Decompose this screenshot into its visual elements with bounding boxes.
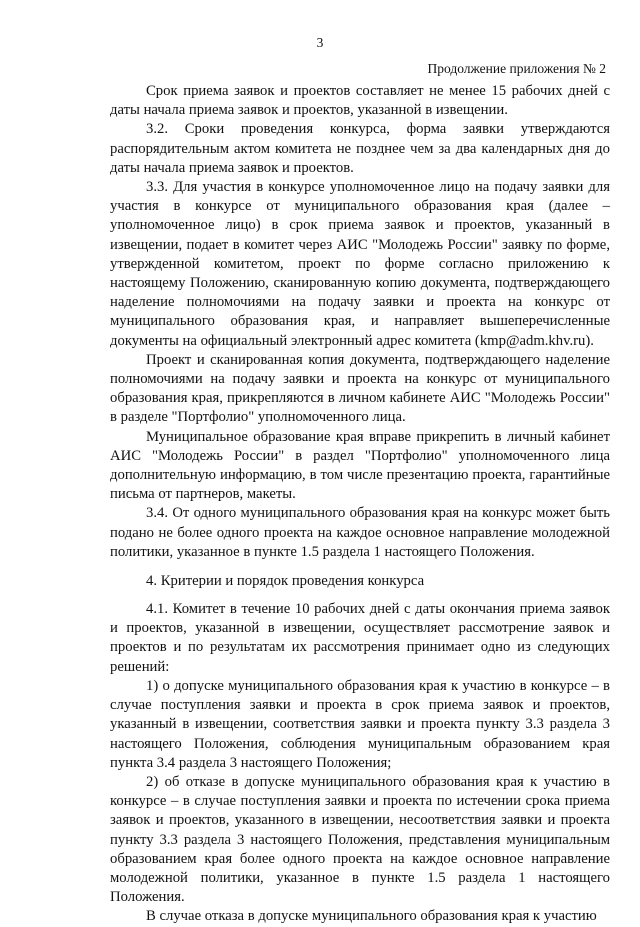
paragraph-application-period: Срок приема заявок и проектов составляет не менее 15 рабочих дней с даты начала приема заявок и проектов, указанной в извещении. [110, 83, 610, 119]
paragraph-3-2: 3.2. Сроки проведения конкурса, форма заявки утверждаются распорядительным актом комитета не позднее чем за два календарных дня до даты начала приема заявок и проектов. [110, 121, 610, 176]
paragraph-additional-info: Муниципальное образование края вправе прикрепить в личный кабинет АИС "Молодежь России" в раздел "Портфолио" уполномоченного лица дополнительную информацию, в том числе презентацию проекта, гарантийные письма от партнеров, макеты. [110, 428, 610, 503]
paragraph-3-3: 3.3. Для участия в конкурсе уполномоченное лицо на подачу заявки для участия в конкурсе от муниципального образования края (далее – уполномоченное лицо) в срок приема заявок и проектов, указанный в извещении, подает в комитет через АИС "Молодежь России" заявку по форме, утвержденной комитетом, проект по форме согласно приложению к настоящему Положению, сканированную копию документа, подтверждающего наделение полномочиями на подачу заявки и проекта на конкурс от муниципального образования края, и направляет вышеперечисленные документы на официальный электронный адрес комитета (kmp@adm.khv.ru). [110, 179, 610, 349]
paragraph-project-attachment: Проект и сканированная копия документа, подтверждающего наделение полномочиями на подачу заявки и проекта на конкурс от муниципального образования края, прикрепляются в личном кабинете АИС "Молодежь России" в разделе "Портфолио" уполномоченного лица. [110, 351, 610, 426]
paragraph-4-1: 4.1. Комитет в течение 10 рабочих дней с даты окончания приема заявок и проектов, указанной в извещении, осуществляет рассмотрение заявок и проектов и по результатам их рассмотрения принимает одно из следующих решений: [110, 601, 610, 675]
document-body [110, 82, 610, 927]
appendix-note: Продолжение приложения № 2 [427, 61, 606, 76]
list-item-1-admission: 1) о допуске муниципального образования края к участию в конкурсе – в случае поступления заявки и проекта в срок приема заявок и проектов, указанный в извещении, соответствия заявки и проекта пункту 3.3 раздела 3 настоящего Положения, соблюдения муниципальным образованием края пункта 3.4 раздела 3 настоящего Положения; [110, 677, 610, 771]
list-item-2-refusal: 2) об отказе в допуске муниципального образования края к участию в конкурсе – в случае поступления заявки и проекта по истечении срока приема заявок и проектов, указанного в извещении, несоответствия заявки и проекта пункту 3.3 раздела 3 настоящего Положения, представления муниципальным образованием края более одного проекта на каждое основное направление молодежной политики, указанное в пункте 1.5 раздела 1 настоящего Положения. [110, 773, 610, 906]
page-number: 3 [316, 35, 324, 50]
paragraph-3-4: 3.4. От одного муниципального образования края на конкурс может быть подано не более одного проекта на каждое основное направление молодежной политики, указанное в пункте 1.5 раздела 1 настоящего Положения. [110, 505, 610, 560]
paragraph-refusal-case: В случае отказа в допуске муниципального образования края к участию [146, 908, 597, 925]
section-heading-4: 4. Критерии и порядок проведения конкурса [146, 573, 425, 590]
